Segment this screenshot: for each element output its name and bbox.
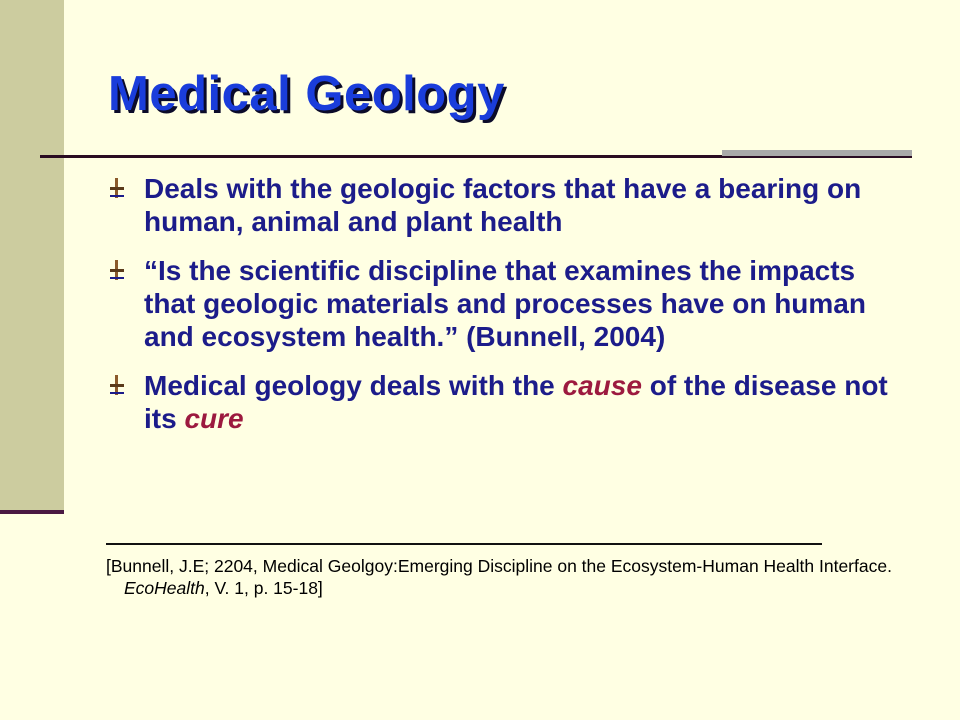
bullet-text: Deals with the geologic factors that have a bearing on human, animal and plant health — [144, 173, 862, 237]
reference-citation — [106, 555, 934, 599]
slide-title: Medical Geology — [108, 67, 505, 121]
bullet-item — [110, 254, 910, 353]
reference-text: [Bunnell, J.E; 2204, Medical Geolgoy:Emerging Discipline on the Ecosystem-Human Health Interface. — [106, 556, 892, 576]
reference-volume: , V. 1, p. 15-18] — [204, 578, 323, 598]
bullet-item — [110, 369, 910, 435]
bullet-text: “Is the scientific discipline that examines the impacts that geologic materials and processes have on human and ecosystem health.” (Bunnell, 2004) — [144, 255, 866, 352]
emphasis-cause: cause — [562, 370, 642, 401]
bullet-text-mid: of the disease not its — [144, 370, 888, 434]
reference-journal: EcoHealth — [124, 578, 205, 598]
book-stack-icon — [110, 375, 124, 397]
bullet-list — [110, 172, 910, 451]
title-divider-accent — [722, 150, 912, 156]
side-decor-line — [0, 510, 64, 514]
side-decor-bar — [0, 0, 64, 512]
emphasis-cure: cure — [184, 403, 244, 434]
bullet-text-pre: Medical geology deals with the — [144, 370, 563, 401]
book-stack-icon — [110, 178, 124, 200]
reference-divider — [106, 543, 822, 545]
book-stack-icon — [110, 260, 124, 282]
bullet-item — [110, 172, 910, 238]
